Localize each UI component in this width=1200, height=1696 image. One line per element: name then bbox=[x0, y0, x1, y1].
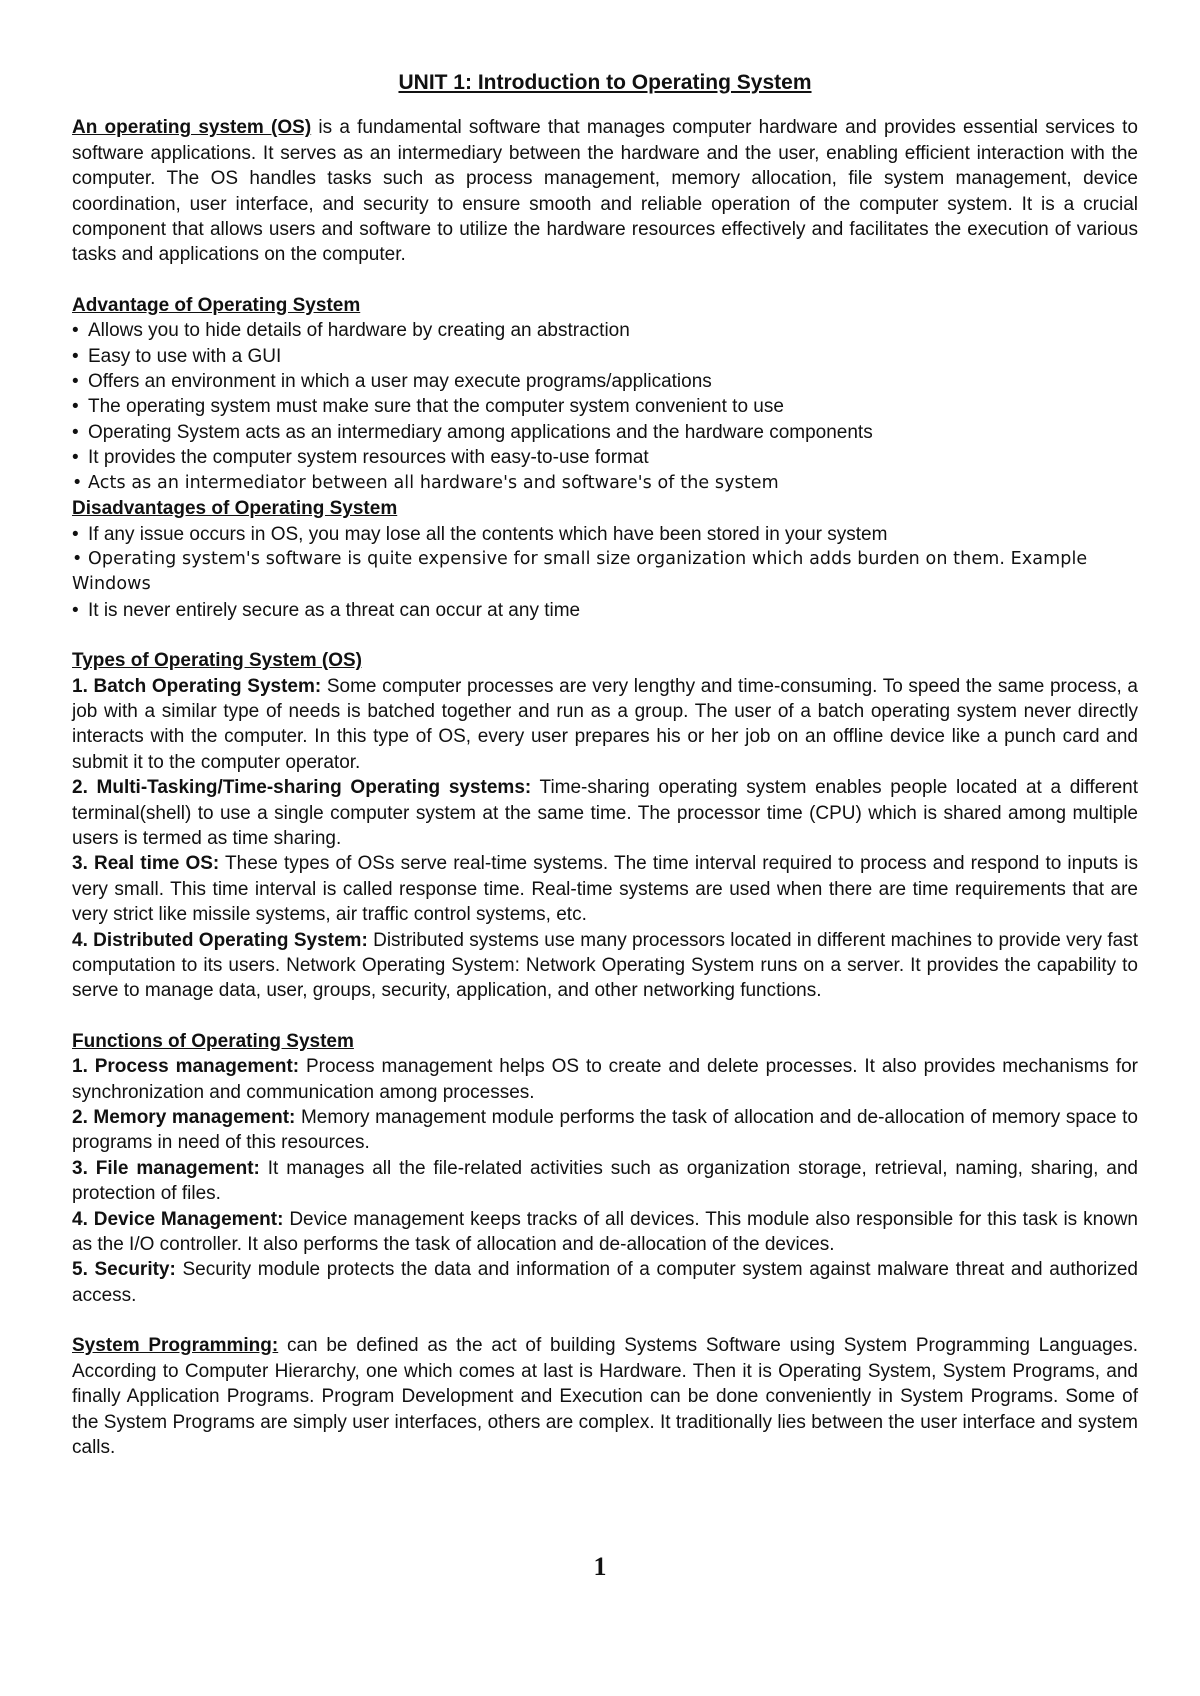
list-item: • Acts as an intermediator between all hardware's and software's of the system bbox=[72, 471, 1138, 496]
bullet-icon: • bbox=[72, 599, 79, 621]
advantages-heading: Advantage of Operating System bbox=[72, 294, 361, 316]
intro-paragraph bbox=[72, 115, 1138, 267]
types-item-batch: 1. Batch Operating System: Some computer processes are very lengthy and time-consuming. To speed the same process, a job with a similar type of needs is batched together and run as a group. The user of a batch operating system never directly interacts with the computer. In this type of OS, every user prepares his or her job on an offline device like a punch card and submit it to the computer operator. bbox=[72, 675, 1138, 773]
bullet-icon: • bbox=[72, 472, 83, 493]
list-item: • Allows you to hide details of hardware by creating an abstraction bbox=[72, 318, 1138, 343]
bullet-icon: • bbox=[72, 371, 79, 393]
functions-item-file: 3. File management: It manages all the file-related activities such as organization storage, retrieval, naming, sharing, and protection of files. bbox=[72, 1157, 1138, 1205]
list-item: • It is never entirely secure as a threat can occur at any time bbox=[72, 598, 1138, 623]
system-programming-text: can be defined as the act of building Systems Software using System Programming Languages. According to Computer Hierarchy, one which comes at last is Hardware. Then it is Operating System, System Programs, and finally Application Programs. Program Development and Execution can be done conveniently in System Programs. Some of the System Programs are simply user interfaces, others are complex. It traditionally lies between the user interface and system calls. bbox=[72, 1335, 1138, 1458]
disadvantages-heading: Disadvantages of Operating System bbox=[72, 498, 398, 520]
functions-heading: Functions of Operating System bbox=[72, 1030, 354, 1052]
functions-item-security: 5. Security: Security module protects the data and information of a computer system against malware threat and authorized access. bbox=[72, 1259, 1138, 1306]
intro-term: An operating system (OS) bbox=[72, 117, 312, 139]
intro-text: is a fundamental software that manages computer hardware and provides essential services to software applications. It serves as an intermediary between the hardware and the user, enabling efficient interaction with the computer. The OS handles tasks such as process management, memory allocation, file system management, device coordination, user interface, and security to ensure smooth and reliable operation of the computer system. It is a crucial component that allows users and software to utilize the hardware resources effectively and facilitates the execution of various tasks and applications on the computer. bbox=[72, 117, 1138, 266]
system-programming-term: System Programming: bbox=[72, 1335, 279, 1357]
bullet-icon: • bbox=[72, 447, 79, 469]
functions-item-memory: 2. Memory management: Memory management module performs the task of allocation and de-allocation of memory space to programs in need of this resources. bbox=[72, 1107, 1138, 1154]
functions-item-device: 4. Device Management: Device management keeps tracks of all devices. This module also responsible for this task is known as the I/O controller. It also performs the task of allocation and de-allocation of the devices. bbox=[72, 1208, 1138, 1256]
disadvantages-list bbox=[72, 522, 1138, 624]
list-item: • The operating system must make sure that the computer system convenient to use bbox=[72, 394, 1138, 419]
system-programming-paragraph bbox=[72, 1333, 1138, 1460]
types-item-distributed: 4. Distributed Operating System: Distributed systems use many processors located in different machines to provide very fast computation to its users. Network Operating System: Network Operating System runs on a server. It provides the capability to serve to manage data, user, groups, security, application, and other networking functions. bbox=[72, 929, 1138, 1002]
advantages-list bbox=[72, 318, 1138, 496]
bullet-icon: • bbox=[72, 345, 79, 367]
types-item-real-time: 3. Real time OS: These types of OSs serve real-time systems. The time interval required to process and respond to inputs is very small. This time interval is called response time. Real-time systems are used when there are time requirements that are very strict like missile systems, air traffic control systems, etc. bbox=[72, 853, 1138, 926]
bullet-icon: • bbox=[72, 396, 79, 418]
bullet-icon: • bbox=[72, 320, 79, 342]
bullet-icon: • bbox=[72, 523, 79, 545]
types-item-time-sharing: 2. Multi-Tasking/Time-sharing Operating systems: Time-sharing operating system enables people located at a different terminal(shell) to use a single computer system at the same time. The processor time (CPU) which is shared among multiple users is termed as time sharing. bbox=[72, 777, 1139, 849]
bullet-icon: • bbox=[72, 548, 83, 569]
page-title: UNIT 1: Introduction to Operating System bbox=[398, 71, 812, 94]
list-item: • It provides the computer system resources with easy-to-use format bbox=[72, 445, 1138, 470]
list-item: • Operating System acts as an intermediary among applications and the hardware components bbox=[72, 420, 1138, 445]
bullet-icon: • bbox=[72, 421, 79, 443]
types-heading: Types of Operating System (OS) bbox=[72, 650, 362, 672]
functions-item-process: 1. Process management: Process management helps OS to create and delete processes. It also provides mechanisms for synchronization and communication among processes. bbox=[72, 1056, 1138, 1103]
list-item: • Operating system's software is quite expensive for small size organization which adds burden on them. Example Windows bbox=[72, 548, 1088, 595]
page-number: 1 bbox=[593, 1552, 607, 1581]
list-item: • Easy to use with a GUI bbox=[72, 344, 1138, 369]
list-item: • If any issue occurs in OS, you may lose all the contents which have been stored in your system bbox=[72, 522, 1138, 547]
list-item: • Offers an environment in which a user may execute programs/applications bbox=[72, 369, 1138, 394]
